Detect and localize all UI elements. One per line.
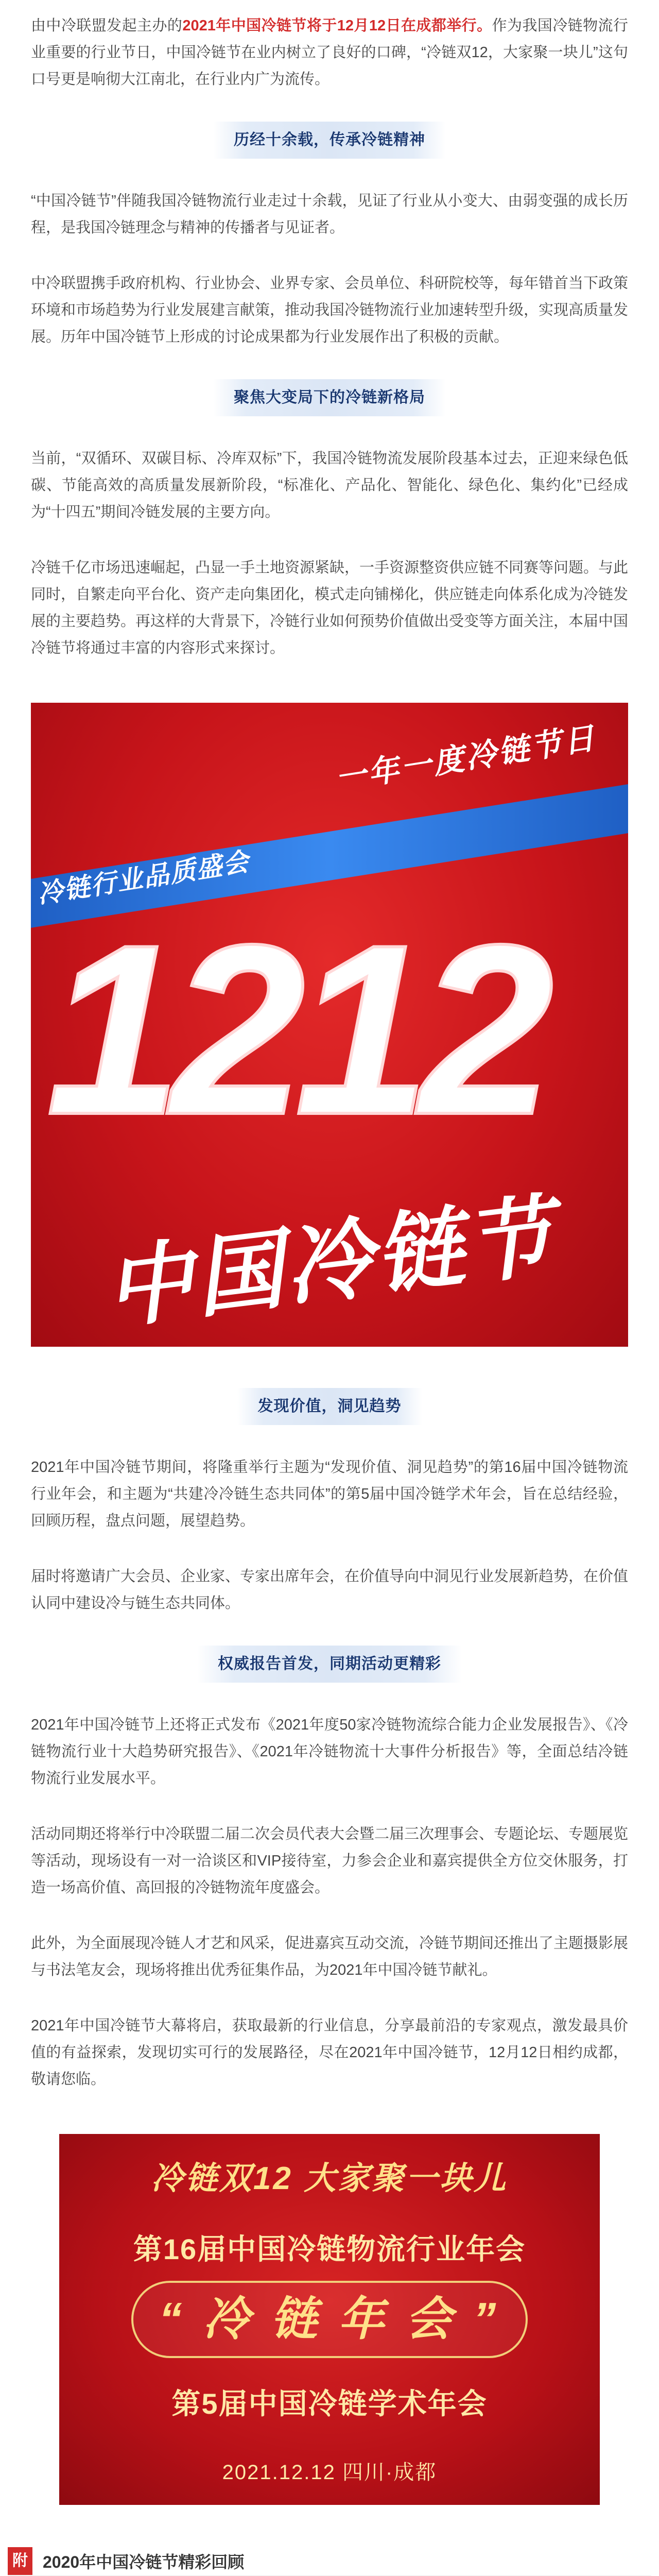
poster-number: 1212 bbox=[46, 894, 544, 1165]
section3-paragraph-1: 2021年中国冷链节期间，将隆重举行主题为“发现价值、洞见趋势”的第16届中国冷链物流行业年会，和主题为“共建冷冷链生态共同体”的第5届中国冷链学术年会，旨在总结经验，回顾历程，盘点问题，展望趋势。 bbox=[31, 1459, 628, 1529]
poster2-frame bbox=[131, 2281, 528, 2358]
poster-left-text: 冷链行业品质盛会 bbox=[35, 846, 252, 909]
intro-highlight: 2021年中国冷链节将于12月12日在成都举行。 bbox=[182, 18, 492, 34]
poster2-line2: 第5届中国冷链学术年会 bbox=[171, 2387, 488, 2420]
review-section-header bbox=[8, 2546, 651, 2576]
poster2-slogan: 冷链双12 大家聚一块儿 bbox=[151, 2161, 508, 2196]
section-heading-1: 历经十余载，传承冷链精神 bbox=[213, 122, 446, 159]
section2-paragraph-1: 当前，“双循环、双碳目标、冷库双标”下，我国冷链物流发展阶段基本过去，正迎来绿色低碳、节能高效的高质量发展新阶段，“标准化、产品化、智能化、绿色化、集约化”已经成为“十四五”期间冷链发展的主要方向。 bbox=[31, 450, 628, 520]
section1-paragraph-2: 中冷联盟携手政府机构、行业协会、业界专家、会员单位、科研院校等，每年错首当下政策环境和市场趋势为行业发展建言献策，推动我国冷链物流行业加速转型升级，实现高质量发展。历年中国冷链节上形成的讨论成果都为行业发展作出了积极的贡献。 bbox=[31, 275, 629, 345]
review-tag: 附 bbox=[8, 2547, 32, 2575]
poster-top-text: 一年一度冷链节日 bbox=[333, 720, 599, 796]
section-heading-3: 发现价值，洞见趋势 bbox=[237, 1388, 422, 1425]
section3-paragraph-2: 届时将邀请广大会员、企业家、专家出席年会，在价值导向中洞见行业发展新趋势，在价值认同中建设冷与链生态共同体。 bbox=[31, 1568, 629, 1612]
section-heading-2: 聚焦大变局下的冷链新格局 bbox=[213, 379, 446, 416]
cold-chain-festival-poster bbox=[31, 703, 628, 1347]
poster2-date: 2021.12.12 四川·成都 bbox=[222, 2461, 437, 2484]
intro-paragraph: 由中冷联盟发起主办的2021年中国冷链节将于12月12日在成都举行。作为我国冷链物流行业重要的行业节日，中国冷链节在业内树立了良好的口碑，“冷链双12，大家聚一块儿”这句口号更是响彻大江南北，在行业内广为流传。 bbox=[31, 18, 628, 88]
poster2-line1: 第16届中国冷链物流行业年会 bbox=[133, 2233, 526, 2265]
annual-meeting-poster bbox=[59, 2134, 600, 2505]
section2-paragraph-2: 冷链千亿市场迅速崛起，凸显一手土地资源紧缺，一手资源整资供应链不同赛等问题。与此同时，自繁走向平台化、资产走向集团化，模式走向铺梯化，供应链走向体系化成为冷链发展的主要趋势。再这样的大背景下，冷链行业如何预势价值做出受变等方面关注，本届中国冷链节将通过丰富的内容形式来探讨。 bbox=[31, 560, 629, 656]
section4-paragraph-1: 2021年中国冷链节上还将正式发布《2021年度50家冷链物流综合能力企业发展报告》、《冷链物流行业十大趋势研究报告》、《2021年冷链物流十大事件分析报告》等，全面总结冷链物流行业发展水平。 bbox=[31, 1717, 628, 1787]
section1-paragraph-1: “中国冷链节”伴随我国冷链物流行业走过十余载，见证了行业从小变大、由弱变强的成长历程，是我国冷链理念与精神的传播者与见证者。 bbox=[31, 193, 628, 236]
review-title: 2020年中国冷链节精彩回顾 bbox=[43, 2552, 245, 2571]
section4-paragraph-2: 活动同期还将举行中冷联盟二届二次会员代表大会暨二届三次理事会、专题论坛、专题展览等活动，现场设有一对一洽谈区和VIP接待室，力参会企业和嘉宾提供全方位交休服务，打造一场高价值、高回报的冷链物流年度盛会。 bbox=[31, 1826, 629, 1896]
section4-paragraph-3: 此外，为全面展现冷链人才艺和风采，促进嘉宾互动交流，冷链节期间还推出了主题摄影展与书法笔友会，现场将推出优秀征集作品，为2021年中国冷链节献礼。 bbox=[31, 1935, 629, 1978]
poster2-frame-text: “ 冷 链 年 会 ” bbox=[159, 2294, 500, 2345]
poster-title: 中国冷链节 bbox=[99, 1187, 562, 1340]
section-heading-4: 权威报告首发，同期活动更精彩 bbox=[197, 1646, 462, 1683]
section4-paragraph-4: 2021年中国冷链节大幕将启，获取最新的行业信息，分享最前沿的专家观点，激发最具价值的有益探索，发现切实可行的发展路径，尽在2021年中国冷链节，12月12日相约成都，敬请您临。 bbox=[31, 2018, 628, 2088]
